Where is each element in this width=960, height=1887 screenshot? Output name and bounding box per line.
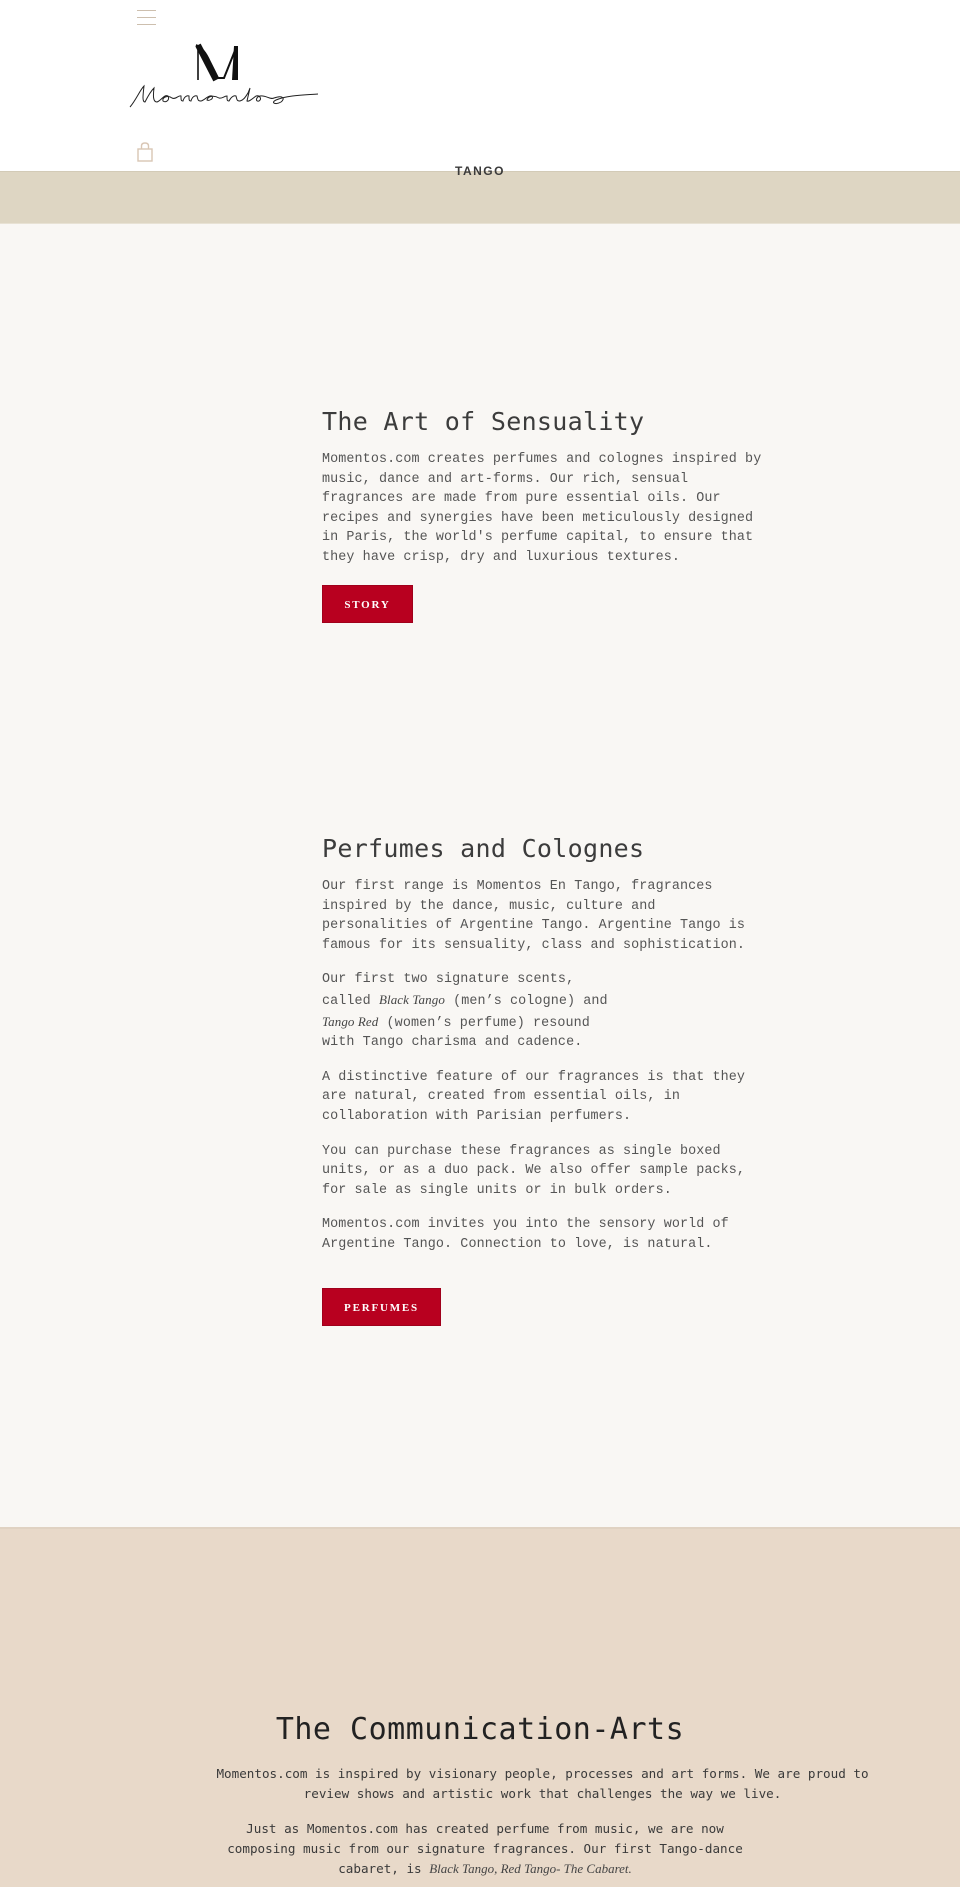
cabaret-title: Black Tango, Red Tango- The Cabaret. bbox=[429, 1861, 632, 1876]
perfumes-colognes-content bbox=[322, 834, 762, 1326]
section-heading: Perfumes and Colognes bbox=[322, 834, 645, 863]
site-header bbox=[0, 0, 960, 171]
section-heading: The Art of Sensuality bbox=[322, 407, 645, 436]
bag-icon bbox=[137, 142, 153, 162]
shopping-bag-icon[interactable] bbox=[137, 142, 153, 162]
paragraph-purchase: You can purchase these fragrances as single boxed units, or as a duo pack. We also offer sample packs, for sale as single units or in bulk orders. bbox=[322, 1143, 746, 1198]
text: (men’s cologne) and bbox=[444, 993, 608, 1009]
paragraph-invite: Momentos.com invites you into the sensory world of Argentine Tango. Connection to love, is natural. bbox=[322, 1217, 729, 1252]
hamburger-menu-icon[interactable] bbox=[137, 10, 156, 26]
menu-line bbox=[137, 24, 156, 25]
art-of-sensuality-content bbox=[322, 407, 762, 623]
section-heading: The Communication-Arts bbox=[275, 1712, 685, 1747]
paragraph-signature-scents bbox=[322, 970, 622, 1052]
product-tango-red: Tango Red bbox=[322, 1013, 379, 1029]
paragraph-natural: A distinctive feature of our fragrances is that they are natural, created from essential oils, in collaboration with Parisian perfumers. bbox=[322, 1069, 746, 1124]
text: (women’s perfume) resound with Tango charisma and cadence. bbox=[322, 1015, 590, 1051]
logo-icon bbox=[126, 40, 322, 120]
section-paragraph: Momentos.com creates perfumes and colognes inspired by music, dance and art-forms. Our rich, sensual fragrances are made from pure essential oils. Our recipes and synergies have been meticulously designed in Paris, the world's perfume capital, to ensure that they have crisp, dry and luxurious textures. bbox=[322, 452, 762, 565]
art-of-sensuality-section bbox=[0, 224, 960, 834]
nav-link-tango[interactable]: TANGO bbox=[455, 164, 505, 178]
paragraph-inspired: Momentos.com is inspired by visionary people, processes and art forms. We are proud to review shows and artistic work that challenges the way we live. bbox=[216, 1766, 869, 1801]
perfumes-button[interactable]: PERFUMES bbox=[322, 1288, 441, 1326]
menu-line bbox=[137, 10, 156, 11]
story-button[interactable]: STORY bbox=[322, 585, 413, 623]
perfumes-colognes-section bbox=[0, 834, 960, 1527]
momentos-logo[interactable] bbox=[126, 40, 322, 120]
product-black-tango: Black Tango bbox=[378, 991, 445, 1007]
menu-line bbox=[137, 17, 156, 18]
paragraph-cabaret bbox=[215, 1819, 755, 1879]
text: Just as Momentos.com has created perfume from music, we are now composing music from our signature fragrances. Our first Tango-dance cabaret, is bbox=[227, 1821, 743, 1876]
paragraph-range: Our first range is Momentos En Tango, fragrances inspired by the dance, music, culture and personalities of Argentine Tango. Argentine Tango is famous for its sensuality, class and sophistication. bbox=[322, 879, 746, 953]
text: Our first two signature scents, called bbox=[322, 972, 575, 1009]
nav-band bbox=[0, 164, 960, 224]
communication-arts-section bbox=[0, 1527, 960, 1887]
